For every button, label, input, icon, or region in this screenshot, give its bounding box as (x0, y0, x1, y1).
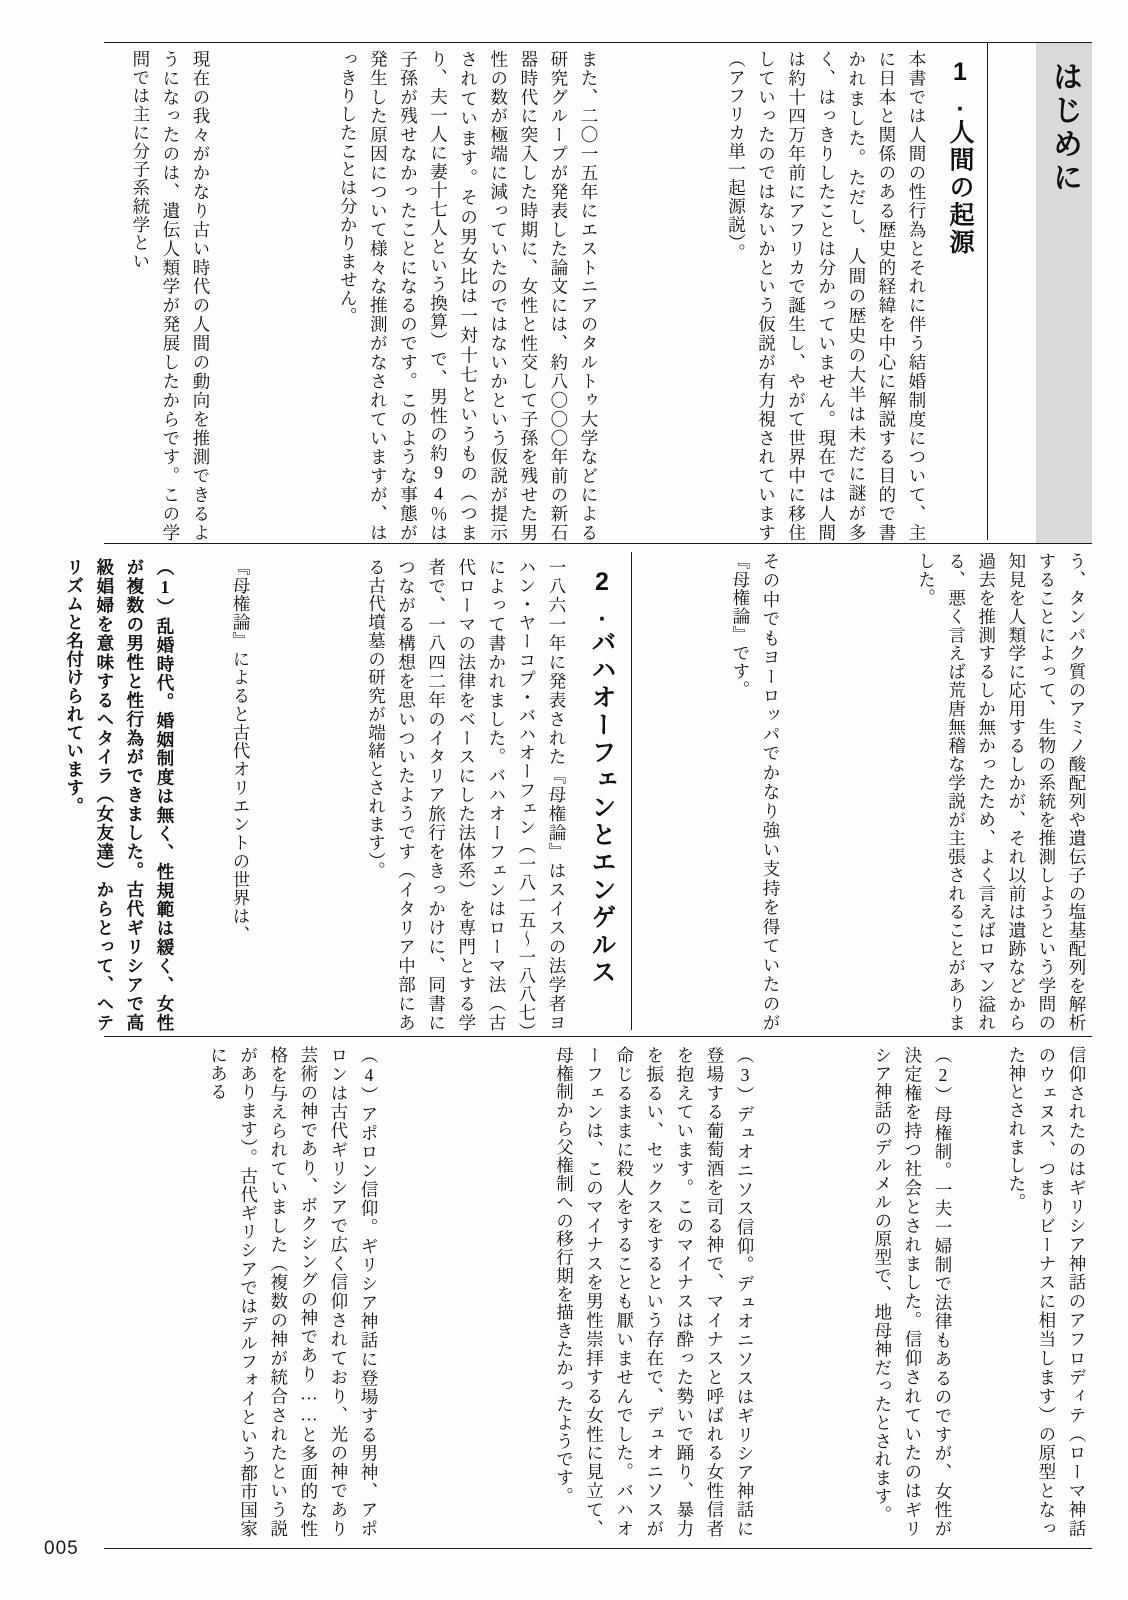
paragraph: その中でもヨーロッパでかなり強い支持を得ていたのが『母権論』です。 (730, 552, 781, 1032)
paragraph: 『母権論』によると古代オリエントの世界は、 (231, 558, 251, 944)
paragraph: また、二〇一五年にエストニアのタルトゥ大学などによる研究グループが発表した論文には、約八〇〇〇年前の新石器時代に突入した時期に、女性と性交して子孫を残せた男性の数が極端に減っていたのではないかという仮説が提示されています。その男女比は一対十七というもの（つまり、夫一人に妻十七人という換算）で、男性の約94％は子孫が残せなかったことになるのです。このような事態が発生した原因について様々な推測がなされていますが、はっきりしたことは分かりません。 (338, 50, 599, 542)
page-top-rule (104, 42, 1092, 43)
paragraph: （3）デュオニソス信仰。デュオニソスはギリシア神話に登場する葡萄酒を司る神で、マイナスと呼ばれる女性信者を抱えています。このマイナスは酔った勢いで踊り、暴力を振るい、セックスをするという存在で、デュオニソスが命じるままに殺人をすることも厭いませんでした。バハオーフェンは、このマイナスを男性崇拝する女性に見立て、母権制から父権制への移行期を描きたかったようです。 (554, 1046, 755, 1539)
section-1-number: 1. (946, 58, 974, 119)
band1-bottom-rule (104, 543, 1092, 544)
paragraph-highlight: （1）乱婚時代。婚姻制度は無く、性規範は緩く、女性が複数の男性と性行為ができました。古代ギリシアで高級娼婦を意味するヘタイラ（女友達）からとって、ヘテリズムと名付けられています。 (64, 558, 175, 1032)
section-1-title: 人間の起源 (946, 119, 975, 257)
section2-head-rule (631, 552, 632, 1030)
paragraph: （4）アポロン信仰。ギリシア神話に登場する男神、アポロンは古代ギリシアで広く信仰されており、光の神であり芸術の神であり、ボクシングの神であり……と多面的な性格を与えられていました（複数の神が統合されたという説があります）。古代ギリシアではデルフォイという都市国家にある (208, 1046, 379, 1539)
section-heading-1 (942, 58, 978, 257)
chapter-heading (1036, 43, 1092, 543)
section-2-title: バハオーフェンとエンゲルス (588, 629, 617, 987)
page-bottom-rule (104, 1548, 1092, 1549)
chapter-heading-label: はじめに (1047, 61, 1082, 196)
band2-bottom-rule (104, 1036, 1092, 1037)
band-1 (0, 50, 932, 542)
band-2b (0, 558, 572, 1032)
page-number: 005 (44, 1538, 79, 1559)
band-2 (672, 552, 1092, 1032)
section-2-number: 2. (588, 568, 616, 629)
paragraph: 信仰されたのはギリシア神話のアフロディテ（ローマ神話のウェヌス、つまりビーナスに相当します）の原型となった神とされました。 (1006, 1046, 1087, 1538)
band-3 (36, 1046, 1092, 1538)
section-heading-2 (584, 568, 620, 987)
section1-head-rule (987, 43, 988, 540)
paragraph: う、タンパク質のアミノ酸配列や遺伝子の塩基配列を解析することによって、生物の系統を推測しようという学問の知見を人類学に応用するしかが、それ以前は遺跡などから過去を推測するしか無かったため、よく言えばロマン溢れる、悪く言えば荒唐無稽な学説が主張されることがありました。 (916, 552, 1087, 1032)
paragraph: （2）母権制。一夫一婦制で法律もあるのですが、女性が決定権を持つ社会とされました。信仰されていたのはギリシア神話のデルメルの原型で、地母神だったとされます。 (872, 1046, 953, 1538)
paragraph: 現在の我々がかなり古い時代の人間の動向を推測できるようになったのは、遺伝人類学が発展したからです。この学問では主に分子系統学とい (130, 50, 211, 542)
paragraph: 本書では人間の性行為とそれに伴う結婚制度について、主に日本と関係のある歴史的経緯を中心に解説する目的で書かれました。ただし、人間の歴史の大半は未だに謎が多く、はっきりしたことは分かっていません。現在では人間は約十四万年前にアフリカで誕生し、やがて世界中に移住していったのではないかという仮説が有力視されています（アフリカ単一起源説）。 (726, 50, 927, 542)
paragraph: 一八六一年に発表された『母権論』はスイスの法学者ヨハン・ヤーコプ・バハオーフェン（一八一五～一八八七）によって書かれました。バハオーフェンはローマ法（古代ローマの法律をベースにした法体系）を専門とする学者で、一八四二年のイタリア旅行をきっかけに、同書につながる構想を思いついたようです（イタリア中部にある古代墳墓の研究が端緒とされます）。 (366, 558, 567, 1032)
